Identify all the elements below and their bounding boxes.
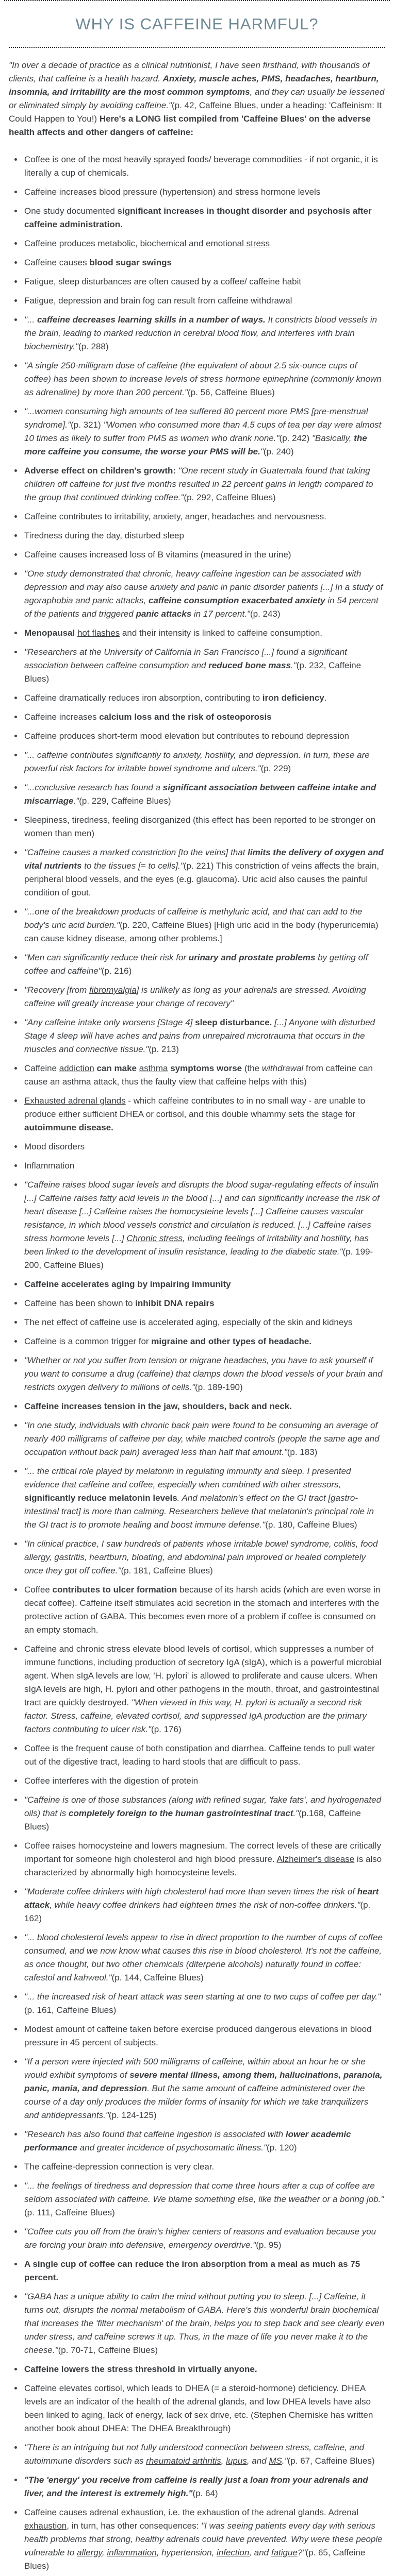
- inline-link[interactable]: rheumatoid arthritis: [146, 2456, 221, 2466]
- text-span: "... caffeine contributes significantly to anxiety, hostility, and depression. In turn, these are powerful risk factors for irritable bowel syndrome and ulcers.": [24, 750, 370, 773]
- list-item: [23, 710, 385, 724]
- list-item: [23, 1062, 385, 1089]
- list-item: [23, 2055, 385, 2122]
- list-item: [23, 1774, 385, 1788]
- text-span: can make: [94, 1063, 139, 1073]
- text-span: (p. 229, Caffeine Blues): [79, 796, 171, 806]
- text-span: calcium loss and the risk of osteoporosis: [99, 712, 272, 722]
- list-item: [23, 405, 385, 459]
- list-item: [23, 1400, 385, 1413]
- text-span: lower academic performance: [24, 2129, 351, 2153]
- list-item: [23, 1316, 385, 1329]
- text-span: . But the same amount of caffeine administered over the course of a day only produces the milder forms of insanity for which we take tranquilizers and antidepressants.": [24, 2083, 369, 2120]
- text-span: Caffeine increases: [24, 712, 100, 722]
- text-span: Fatigue, depression and brain fog can result from caffeine withdrawal: [24, 296, 292, 306]
- inline-link[interactable]: addiction: [59, 1063, 94, 1073]
- list-item: [23, 1178, 385, 1272]
- text-span: "A single 250-milligram dose of caffeine (the equivalent of about 2.5 six-ounce cups of coffee) has been shown to increase levels of stress hormone epinephrine (commonly known as adrenaline) by more than 200 percent.": [24, 361, 382, 397]
- text-span: The net effect of caffeine use is accelerated aging, especially of the skin and kidneys: [24, 1317, 353, 1327]
- text-span: "I was seeing patients every day with serious health problems that strong, healthy adrenals could have prevented. Why were these people vulnerable to: [24, 2521, 383, 2557]
- text-span: contributes to ulcer formation: [52, 1585, 177, 1595]
- text-span: Caffeine causes: [24, 258, 90, 267]
- text-span: and greater incidence of psychosomatic illness.": [77, 2143, 267, 2153]
- text-span: Fatigue, sleep disturbances are often caused by a coffee/ caffeine habit: [24, 277, 302, 286]
- list-item: [23, 1335, 385, 1348]
- text-span: "...one of the breakdown products of caffeine is methyluric acid, and that can add to the body's uric acid burden.": [24, 907, 363, 930]
- text-span: "The 'energy' you receive from caffeine is really just a loan from your adrenals and liver, and the interest is extremely high.": [24, 2475, 368, 2498]
- text-span: heart attack: [24, 1887, 379, 1910]
- text-span: Coffee: [24, 1585, 53, 1595]
- text-span: "Coffee cuts you off from the brain's higher centers of reasons and evaluation because you are forcing your brain into defensive, emergency overdrive.": [24, 2227, 376, 2250]
- text-span: Caffeine and chronic stress elevate blood levels of cortisol, which suppresses a number of immune functions, including production of secretory IgA (sIgA), which is a powerful microbial agent. When sIgA levels are low, 'H. pylori' is allowed to proliferate and cause ulcers. When sIgA levels are high, H. pylori and other pathogens in the mouth, throat, and gastrointestinal tract are quickly destroyed.: [24, 1644, 382, 1707]
- text-span: ,: [102, 2548, 107, 2557]
- list-item: [23, 2290, 385, 2357]
- inline-link[interactable]: lupus: [226, 2456, 247, 2466]
- text-span: symptoms worse: [168, 1063, 242, 1073]
- text-span: (p. 56, Caffeine Blues): [187, 387, 275, 397]
- text-span: The caffeine-depression connection is very clear.: [24, 2162, 215, 2172]
- text-span: (p.168, Caffeine Blues): [24, 1808, 361, 1832]
- text-span: "Recovery [from: [24, 985, 90, 995]
- text-span: Caffeine causes increased loss of B vitamins (measured in the urine): [24, 550, 291, 560]
- text-span: "Any caffeine intake only worsens [Stage 4]: [24, 1018, 195, 1027]
- list-item: [23, 2225, 385, 2252]
- text-span: "Moderate coffee drinkers with high cholesterol had more than seven times the risk of: [24, 1887, 357, 1896]
- list-item: [23, 275, 385, 289]
- list-item: [23, 1354, 385, 1394]
- text-span: (p. 111, Caffeine Blues): [24, 2208, 115, 2217]
- text-span: Coffee raises homocysteine and lowers magnesium. The correct levels of these are critically important for someone high cholesterol and high blood pressure.: [24, 1841, 381, 1864]
- list-item: [23, 951, 385, 978]
- text-span: .: [324, 693, 327, 703]
- list-item: [23, 1742, 385, 1769]
- list-item: [23, 749, 385, 775]
- inline-link[interactable]: fibromyalgia: [89, 985, 137, 995]
- text-span: Caffeine increases blood pressure (hypertension) and stress hormone levels: [24, 187, 321, 197]
- text-span: significant increases in thought disorder and psychosis after caffeine administration.: [24, 206, 372, 229]
- text-span: Caffeine produces short-term mood elevation but contributes to rebound depression: [24, 731, 350, 741]
- text-span: from caffeine can cause an asthma attack, thus the faulty view that caffeine helps with this): [24, 1063, 373, 1087]
- text-span: , and: [249, 2548, 271, 2557]
- text-span: limits the delivery of oxygen and vital nutrients: [24, 848, 384, 871]
- text-span: in 54 percent of the patients and triggered: [24, 596, 379, 619]
- text-span: "One study demonstrated that chronic, heavy caffeine ingestion can be associated with depression and may also cause anxiety and panic in panic disorder patients [...] In a study of agoraphobia and panic attacks,: [24, 569, 383, 605]
- text-span: (p. 144, Caffeine Blues): [111, 1973, 204, 1982]
- text-span: the more caffeine you consume, the worse your PMS will be.: [24, 433, 367, 456]
- list-item: [23, 359, 385, 399]
- text-span: , and: [247, 2456, 269, 2466]
- text-span: (p. 95): [256, 2240, 282, 2250]
- inline-link[interactable]: Exhausted adrenal glands: [24, 1096, 126, 1106]
- inline-link[interactable]: Alzheimer's disease: [276, 1854, 355, 1864]
- text-span: Modest amount of caffeine taken before exercise produced dangerous elevations in blood pressure in 45 percent of subjects.: [24, 2024, 372, 2047]
- text-span: to the tissues [= to cells].": [81, 861, 184, 871]
- text-span: because of its harsh acids (which are even worse in decaf coffee). Caffeine itself stimulates acid secretion in the stomach and interferes with the protective action of GABA. This becomes even more of a problem if coffee is consumed on an empty stomach.: [24, 1585, 381, 1635]
- text-span: , including feelings of irritability and hostility, has been linked to the development of insulin resistance, leading to the diabetic state.": [24, 1233, 369, 1257]
- text-span: Adverse effect on children's growth:: [24, 466, 178, 476]
- text-span: Caffeine lowers the stress threshold in virtually anyone.: [24, 2364, 257, 2374]
- text-span: .": [73, 796, 79, 806]
- list-item: [23, 984, 385, 1010]
- text-span: (p. 124-125): [108, 2110, 157, 2120]
- text-span: Caffeine causes adrenal exhaustion, i.e. the exhaustion of the adrenal glands.: [24, 2507, 329, 2517]
- text-span: [...] Anyone with disturbed Stage 4 sleep will have aches and pains from unrepaired microtrauma that occurs in the muscles and connective tissue.": [24, 1018, 375, 1054]
- text-span: ,: [221, 2456, 226, 2466]
- text-span: "There is an intriguing but not fully understood connection between stress, caffeine, and autoimmune disorders such as: [24, 2443, 365, 2466]
- text-span: "Men can significantly reduce their risk for: [24, 953, 189, 962]
- list-item: [23, 205, 385, 231]
- text-span: sleep disturbance.: [195, 1018, 272, 1027]
- text-span: "In over a decade of practice as a clinical nutritionist, I have seen firsthand, with thousands of clients, that caffeine is a health hazard.: [9, 60, 370, 83]
- text-span: (p. 213): [149, 1044, 179, 1054]
- text-span: Caffeine dramatically reduces iron absorption, contributing to: [24, 693, 262, 703]
- text-span: migraine and other types of headache.: [151, 1336, 312, 1346]
- text-span: caffeine consumption exacerbated anxiety: [149, 596, 325, 605]
- text-span: Coffee is one of the most heavily sprayed foods/ beverage commodities - if not organic, it is literally a cup of chemicals.: [24, 155, 378, 178]
- list-item: [23, 1931, 385, 1985]
- list-item: [23, 814, 385, 840]
- text-span: It constricts blood vessels in the brain, leading to marked reduction in cerebral blood flow, and interferes with brain biochemistry.": [24, 315, 377, 351]
- text-span: (p. 292, Caffeine Blues): [184, 493, 276, 502]
- text-span: (p. 161, Caffeine Blues): [24, 2005, 117, 2015]
- text-span: (p. 232, Caffeine Blues): [24, 660, 362, 684]
- list-item: [23, 237, 385, 250]
- text-span: Menopausal: [24, 628, 77, 638]
- text-span: "Caffeine raises blood sugar levels and disrupts the blood sugar-regulating effects of insulin [...] Caffeine raises fatty acid levels in the blood [...] and can significantly increase the risk of heart disease [...] Caffeine raises the homocysteine levels [...] Caffeine causes vascular resistance, in which blood vessels constrict and circulation is reduced. [...] Caffeine raises stress hormone levels [...]: [24, 1180, 380, 1243]
- text-span: (p. 42, Caffeine Blues, under a heading: 'Caffeinism: It Could Happen to You!): [9, 100, 382, 124]
- inline-link[interactable]: infection: [216, 2548, 250, 2557]
- text-span: "Whether or not you suffer from tension or migrane headaches, you have to ask yourself if you want to consume a drug (caffeine) that clamps down the blood vessels of your brain and restricts oxygen delivery to millions of cells.": [24, 1355, 383, 1392]
- text-span: (p. 189-190): [195, 1382, 243, 1392]
- text-span: Caffeine produces metabolic, biochemical and emotional: [24, 239, 247, 248]
- text-span: "In one study, individuals with chronic back pain were found to be consuming an average of nearly 400 milligrams of caffeine per day, while matched controls (people the same age and occupation without back pain) averaged less than half that amount.": [24, 1420, 380, 1457]
- text-span: "... the critical role played by melatonin in regulating immunity and sleep. I presented evidence that caffeine and coffee, especially when combined with other stressors,: [24, 1466, 351, 1489]
- list-item: [23, 256, 385, 269]
- text-span: "Basically,: [311, 433, 354, 443]
- text-span: , and they can usually be lessened or eliminated simply by avoiding caffeine.": [9, 87, 385, 110]
- list-item: [23, 529, 385, 543]
- text-span: reduced bone mass: [208, 660, 291, 670]
- list-item: [23, 313, 385, 353]
- list-item: [23, 1159, 385, 1173]
- list-item: [23, 2179, 385, 2219]
- text-span: Sleepiness, tiredness, feeling disorganized (this effect has been reported to be stronger on women than men): [24, 815, 376, 838]
- list-item: [23, 646, 385, 686]
- list-item: [23, 185, 385, 199]
- text-span: "... the increased risk of heart attack was seen starting at one to two cups of coffee per day.": [24, 1992, 381, 2002]
- inline-link[interactable]: asthma: [139, 1063, 168, 1073]
- text-span: Anxiety, muscle aches, PMS, headaches, heartburn, insomnia, and irritability are the most common symptoms: [9, 74, 379, 97]
- list-item: [23, 781, 385, 808]
- list-item: [23, 1278, 385, 1291]
- text-span: Caffeine has been shown to: [24, 1298, 136, 1308]
- text-span: (p. 176): [151, 1724, 182, 1734]
- text-span: Caffeine is a common trigger for: [24, 1336, 152, 1346]
- text-span: Caffeine: [24, 1063, 59, 1073]
- text-span: "Researchers at the University of California in San Francisco [...] found a significant association between caffeine consumption and: [24, 647, 347, 670]
- text-span: urinary and prostate problems: [188, 953, 316, 962]
- list-item: [23, 1419, 385, 1459]
- text-span: (p. 64): [192, 2488, 218, 2498]
- list-item: [23, 1793, 385, 1834]
- list-item: [23, 2363, 385, 2376]
- list-item: [23, 1297, 385, 1310]
- text-span: withdrawal: [261, 1063, 304, 1073]
- text-span: (p. 199-200, Caffeine Blues): [24, 1247, 373, 1270]
- text-span: caffeine decreases learning skills in a number of ways.: [37, 315, 266, 325]
- text-span: .": [293, 1808, 299, 1818]
- list-item: [23, 1094, 385, 1134]
- text-span: (p. 216): [101, 966, 132, 976]
- text-span: (p. 229): [260, 764, 291, 773]
- list-item: [23, 1839, 385, 1879]
- text-span: "GABA has a unique ability to calm the mind without putting you to sleep. [...] Caffeine, it turns out, disrupts the normal metabolism of GABA. Here's this wonderful brain biochemical that increases the 'filter mechanism' of the brain, helps you to step back and see clearly even under stress, and caffeine screws it up. Thus, in the maze of life you never make it to the cheese.": [24, 2292, 385, 2355]
- text-span: "Caffeine causes a marked constriction [to the veins] that: [24, 848, 248, 857]
- text-span: blood sugar swings: [89, 258, 172, 267]
- list-item: [23, 2473, 385, 2500]
- list-item: [23, 905, 385, 945]
- page-title: WHY IS CAFFEINE HARMFUL?: [75, 15, 319, 33]
- list-item: [23, 567, 385, 621]
- text-span: (p. 243): [250, 609, 281, 619]
- list-item: [23, 626, 385, 640]
- top-divider: [4, 0, 390, 1]
- text-span: "... the feelings of tiredness and depression that come three hours after a cup of coffee are seldom associated with caffeine. We blame something else, like the weather or a boring job.": [24, 2181, 384, 2204]
- text-span: (p. 181, Caffeine Blues): [121, 1566, 213, 1575]
- text-span: Coffee is the frequent cause of both constipation and diarrhea. Caffeine tends to pull water out of the digestive tract, leading to hard stools that are difficult to pass.: [24, 1743, 375, 1767]
- text-span: Tiredness during the day, disturbed sleep: [24, 531, 184, 540]
- text-span: ] is unlikely as long as your adrenals are stressed. Avoiding caffeine will greatly increase your change of recovery": [24, 985, 366, 1008]
- list-item: [23, 846, 385, 900]
- text-span: (p. 321): [71, 420, 104, 430]
- text-span: ": [260, 447, 264, 456]
- heading-divider: [9, 47, 385, 48]
- text-span: (p. 183): [287, 1447, 318, 1457]
- text-span: significantly reduce melatonin levels: [24, 1493, 177, 1503]
- text-span: (p. 70-71, Caffeine Blues): [58, 2345, 158, 2355]
- text-span: (p. 240): [263, 447, 294, 456]
- list-item: [23, 1465, 385, 1532]
- text-span: . And melatonin's effect on the GI tract [gastro-intestinal tract] is more than calming. Researchers believe that melatonin's principal role in the GI tract is to promote healing and boost immune defense.": [24, 1493, 374, 1530]
- text-span: ?": [297, 2548, 306, 2557]
- list-item: [23, 510, 385, 523]
- list-item: [23, 2160, 385, 2174]
- text-span: (p. 67, Caffeine Blues): [287, 2456, 375, 2466]
- text-span: "When viewed in this way, H. pylori is actually a second risk factor. Stress, caffeine, elevated cortisol, and suppressed IgA production are the primary factors contributing to ulcer risk.": [24, 1698, 367, 1734]
- text-span: , in turn, has other consequences:: [67, 2521, 202, 2531]
- text-span: (the: [242, 1063, 262, 1073]
- list-item: [23, 1583, 385, 1637]
- text-span: is also characterized by abnormally high homocysteine levels.: [24, 1854, 382, 1877]
- text-span: Inflammation: [24, 1161, 75, 1171]
- text-span: (p. 288): [78, 342, 109, 351]
- text-span: panic attacks: [136, 609, 192, 619]
- text-span: "...conclusive research has found a: [24, 783, 163, 792]
- list-item: [23, 1140, 385, 1154]
- list-item: [23, 464, 385, 504]
- text-span: iron deficiency: [262, 693, 324, 703]
- text-span: in 17 percent.": [191, 609, 250, 619]
- text-span: (p. 65, Caffeine Blues): [24, 2548, 366, 2571]
- list-item: [23, 1990, 385, 2017]
- text-span: by getting off coffee and caffeine": [24, 953, 368, 976]
- list-item: [23, 2258, 385, 2284]
- text-span: "...women consuming high amounts of tea suffered 80 percent more PMS [pre-menstrual syndrome].": [24, 406, 368, 430]
- list-item: [23, 294, 385, 308]
- text-span: (p. 221) This constriction of veins affects the brain, peripheral blood vessels, and the eyes (e.g. glaucoma). Uric acid also causes the painful condition of gout.: [24, 861, 380, 897]
- text-span: "Caffeine is one of those substances (along with refined sugar, 'fake fats', and hydrogenated oils) that is: [24, 1795, 382, 1818]
- text-span: Caffeine increases tension in the jaw, shoulders, back and neck.: [24, 1401, 292, 1411]
- text-span: "...: [24, 315, 37, 325]
- text-span: severe mental illness, among them, hallucinations, paranoia, panic, mania, and depression: [24, 2070, 383, 2093]
- list-item: [23, 1885, 385, 1925]
- article-body: [4, 47, 390, 2573]
- list-item: [23, 691, 385, 705]
- list-item: [23, 153, 385, 180]
- text-span: "If a person were injected with 500 milligrams of caffeine, within about an hour he or she would exhibit symptoms of: [24, 2057, 366, 2080]
- text-span: One study documented: [24, 206, 118, 216]
- list-item: [23, 730, 385, 743]
- text-span: "... blood cholesterol levels appear to rise in direct proportion to the number of cups of coffee consumed, and we now know what causes this rise in blood cholesterol. It's not the caffeine, as once thought, but two other chemicals (diterpene alcohols) naturally found in coffee: cafestol and kahweol.": [24, 1933, 383, 1982]
- text-span: autoimmune disease.: [24, 1123, 113, 1132]
- list-item: [23, 2441, 385, 2468]
- text-span: (p. 120): [267, 2143, 297, 2153]
- inline-link[interactable]: fatigue: [271, 2548, 298, 2557]
- text-span: (p. 220, Caffeine Blues) [High uric acid in the body (hyperuricemia) can cause kidney disease, among other problems.]: [24, 920, 379, 943]
- text-span: Caffeine contributes to irritability, anxiety, anger, headaches and nervousness.: [24, 512, 326, 521]
- inline-link[interactable]: Chronic stress: [126, 1233, 183, 1243]
- text-span: Caffeine elevates cortisol, which leads to DHEA (= a steroid-hormone) deficiency. DHEA levels are an indicator of the health of the adrenal glands, and low DHEA levels have also been linked to aging, lack of energy, lack of sex drive, etc. (Stephen Cherniske has written another book about DHEA: The DHEA Breakthrough): [24, 2383, 373, 2433]
- inline-link[interactable]: stress: [246, 239, 270, 248]
- inline-link[interactable]: Adrenal exhaustion: [24, 2507, 359, 2531]
- list-item: [23, 2506, 385, 2573]
- text-span: - which caffeine contributes to in no small way - are unable to produce either sufficient DHEA or cortisol, and this double whammy sets the stage for: [24, 1096, 366, 1119]
- bullet-list: [9, 153, 385, 2573]
- text-span: (p. 162): [24, 1900, 371, 1923]
- text-span: , hypertension,: [156, 2548, 217, 2557]
- text-span: .": [282, 2456, 288, 2466]
- text-span: "Research has also found that caffeine ingestion is associated with: [24, 2129, 286, 2139]
- inline-link[interactable]: MS: [269, 2456, 282, 2466]
- text-span: .": [290, 660, 297, 670]
- inline-link[interactable]: inflammation: [107, 2548, 157, 2557]
- list-item: [23, 2128, 385, 2155]
- list-item: [23, 1016, 385, 1056]
- text-span: completely foreign to the human gastrointestinal tract: [68, 1808, 293, 1818]
- text-span: significant association between caffeine intake and miscarriage: [24, 783, 376, 806]
- intro-paragraph: [9, 59, 385, 139]
- text-span: and their intensity is linked to caffeine consumption.: [120, 628, 323, 638]
- inline-link[interactable]: hot flashes: [77, 628, 120, 638]
- text-span: A single cup of coffee can reduce the iron absorption from a meal as much as 75 percent.: [24, 2259, 360, 2282]
- inline-link[interactable]: allergy: [77, 2548, 102, 2557]
- list-item: [23, 2382, 385, 2435]
- text-span: Here's a LONG list compiled from 'Caffeine Blues' on the adverse health affects and other dangers of caffeine:: [9, 114, 371, 137]
- list-item: [23, 2023, 385, 2049]
- text-span: "In clinical practice, I saw hundreds of patients whose irritable bowel syndrome, colitis, food allergy, gastritis, heartburn, bloating, and abdominal pain improved or healed completely once they got off coffee.": [24, 1539, 378, 1575]
- text-span: Mood disorders: [24, 1142, 85, 1151]
- list-item: [23, 1537, 385, 1578]
- text-span: Coffee interferes with the digestion of protein: [24, 1776, 199, 1786]
- list-item: [23, 1642, 385, 1736]
- text-span: (p. 180, Caffeine Blues): [265, 1520, 357, 1530]
- text-span: "One recent study in Guatemala found that taking children off caffeine for just five months resulted in 22 percent gains in length compared to the group that continued drinking coffee.": [24, 466, 373, 502]
- text-span: , while heavy coffee drinkers had eighteen times the risk of non-coffee drinkers.": [50, 1900, 360, 1910]
- text-span: Caffeine accelerates aging by impairing immunity: [24, 1279, 231, 1289]
- list-item: [23, 548, 385, 562]
- text-span: "Women who consumed more than 4.5 cups of tea per day were almost 10 times as likely to suffer from PMS as women who drank none.": [24, 420, 382, 443]
- text-span: (p. 242): [279, 433, 312, 443]
- text-span: inhibit DNA repairs: [135, 1298, 215, 1308]
